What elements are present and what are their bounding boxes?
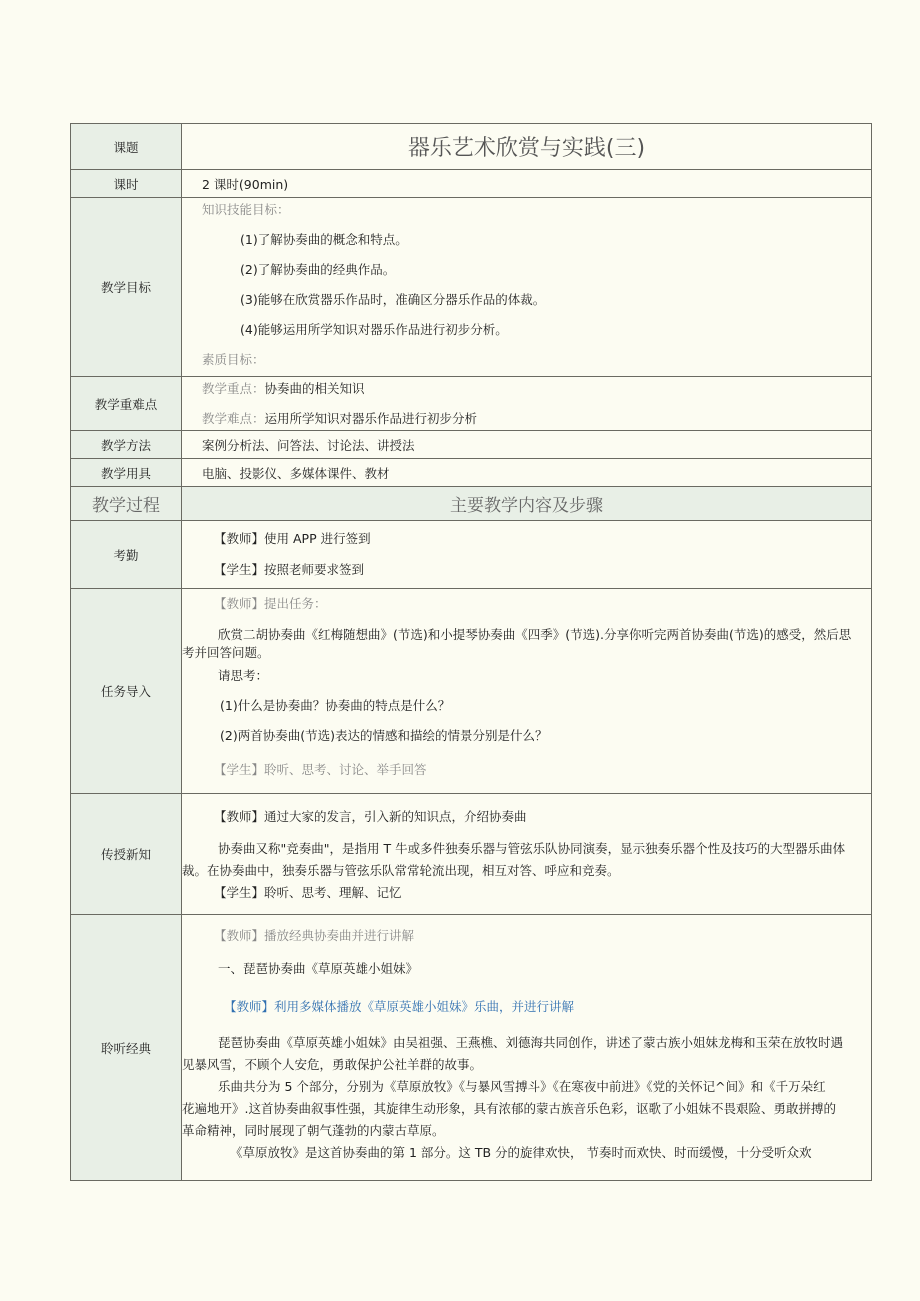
classic-paragraph-line: 见暴风雪，不顾个人安危，勇敢保护公社羊群的故事。: [182, 1057, 483, 1072]
newknowledge-student: 【学生】聆听、思考、理解、记忆: [214, 885, 402, 900]
attendance-content: [182, 521, 872, 589]
tools-label: 教学用具: [71, 459, 182, 487]
lesson-title: 器乐艺术欣赏与实践(三): [182, 124, 872, 170]
intro-content: [182, 589, 872, 794]
title-label: 课题: [71, 124, 182, 170]
objective-item: (1)了解协奏曲的概念和特点。: [240, 232, 408, 247]
methods-label: 教学方法: [71, 431, 182, 459]
quality-heading: 素质目标：: [202, 352, 265, 367]
newknowledge-paragraph-line: 协奏曲又称"竞奏曲"，是指用 T 牛或多件独奏乐器与管弦乐队协同演奏，显示独奏乐器个性及技巧的大型器乐曲体: [218, 841, 846, 856]
classic-teacher-media: 【教师】利用多媒体播放《草原英雄小姐妹》乐曲，并进行讲解: [224, 999, 575, 1014]
classic-paragraph-line: 《草原放牧》是这首协奏曲的第 1 部分。这 TB 分的旋律欢快， 节奏时而欢快、时而缓慢，十分受听众欢: [230, 1145, 812, 1160]
tools-value: 电脑、投影仪、多媒体课件、教材: [182, 459, 872, 487]
newknowledge-paragraph-line: 裁。在协奏曲中，独奏乐器与管弦乐队常常轮流出现，相互对答、呼应和竞奏。: [182, 863, 620, 878]
attendance-teacher: 【教师】使用 APP 进行签到: [214, 531, 371, 546]
objective-item: (3)能够在欣赏器乐作品时，准确区分器乐作品的体裁。: [240, 292, 546, 307]
objectives-content: [182, 198, 872, 377]
intro-question: (2)两首协奏曲(节选)表达的情感和描绘的情景分别是什么？: [220, 728, 548, 743]
classic-teacher: 【教师】播放经典协奏曲并进行讲解: [214, 928, 415, 943]
knowledge-heading: 知识技能目标：: [202, 202, 290, 217]
intro-teacher: 【教师】提出任务：: [214, 596, 327, 611]
classic-section-heading: 一、琵琶协奏曲《草原英雄小姐妹》: [218, 961, 419, 976]
lesson-plan-table: [70, 123, 872, 1181]
attendance-student: 【学生】按照老师要求签到: [214, 562, 365, 577]
intro-label: 任务导入: [71, 589, 182, 794]
intro-paragraph-line: 欣赏二胡协奏曲《红梅随想曲》(节选)和小提琴协奏曲《四季》(节选).分享你听完两首协奏曲(节选)的感受，然后思: [218, 627, 852, 642]
row-keypoints: [71, 377, 872, 431]
difficult-value: 运用所学知识对器乐作品进行初步分析: [264, 410, 478, 426]
row-methods: [71, 431, 872, 459]
classic-paragraph-line: 革命精神，同时展现了朝气蓬勃的内蒙古草原。: [182, 1123, 445, 1138]
newknowledge-label: 传授新知: [71, 794, 182, 915]
row-tools: [71, 459, 872, 487]
row-hours: [71, 170, 872, 198]
classic-paragraph-line: 琵琶协奏曲《草原英雄小姐妹》由吴祖强、王燕樵、刘德海共同创作，讲述了蒙古族小姐妹龙梅和玉荣在放牧时遇: [218, 1035, 844, 1050]
row-attendance: [71, 521, 872, 589]
intro-paragraph-line: 考并回答问题。: [182, 645, 270, 660]
key-label: 教学重点：: [202, 380, 265, 396]
row-classic: [71, 915, 872, 1181]
row-newknowledge: [71, 794, 872, 915]
keypoints-label: 教学重难点: [71, 377, 182, 431]
objective-item: (2)了解协奏曲的经典作品。: [240, 262, 396, 277]
intro-student: 【学生】聆听、思考、讨论、举手回答: [214, 762, 427, 777]
process-header-left: 教学过程: [71, 487, 182, 521]
classic-paragraph-line: 乐曲共分为 5 个部分，分别为《草原放牧》《与暴风雪搏斗》《在寒夜中前进》《党的关怀记^间》和《千万朵红: [218, 1079, 826, 1094]
row-process-header: [71, 487, 872, 521]
intro-think: 请思考：: [218, 668, 269, 683]
process-header-right: 主要教学内容及步骤: [182, 487, 872, 521]
hours-value: 2 课时(90min): [182, 170, 872, 198]
classic-label: 聆听经典: [71, 915, 182, 1181]
difficult-label: 教学难点：: [202, 410, 265, 426]
intro-question: (1)什么是协奏曲？协奏曲的特点是什么？: [220, 698, 451, 713]
row-intro: [71, 589, 872, 794]
keypoints-content: [182, 377, 872, 431]
methods-value: 案例分析法、问答法、讨论法、讲授法: [182, 431, 872, 459]
objectives-label: 教学目标: [71, 198, 182, 377]
key-value: 协奏曲的相关知识: [264, 380, 365, 396]
newknowledge-content: [182, 794, 872, 915]
attendance-label: 考勤: [71, 521, 182, 589]
hours-label: 课时: [71, 170, 182, 198]
objective-item: (4)能够运用所学知识对器乐作品进行初步分析。: [240, 322, 508, 337]
classic-paragraph-line: 花遍地开》.这首协奏曲叙事性强，其旋律生动形象，具有浓郁的蒙古族音乐色彩，讴歌了小姐妹不畏艰险、勇敢拼搏的: [182, 1101, 836, 1116]
newknowledge-teacher: 【教师】通过大家的发言，引入新的知识点，介绍协奏曲: [214, 809, 527, 824]
classic-content: [182, 915, 872, 1181]
row-objectives: [71, 198, 872, 377]
row-title: [71, 124, 872, 170]
